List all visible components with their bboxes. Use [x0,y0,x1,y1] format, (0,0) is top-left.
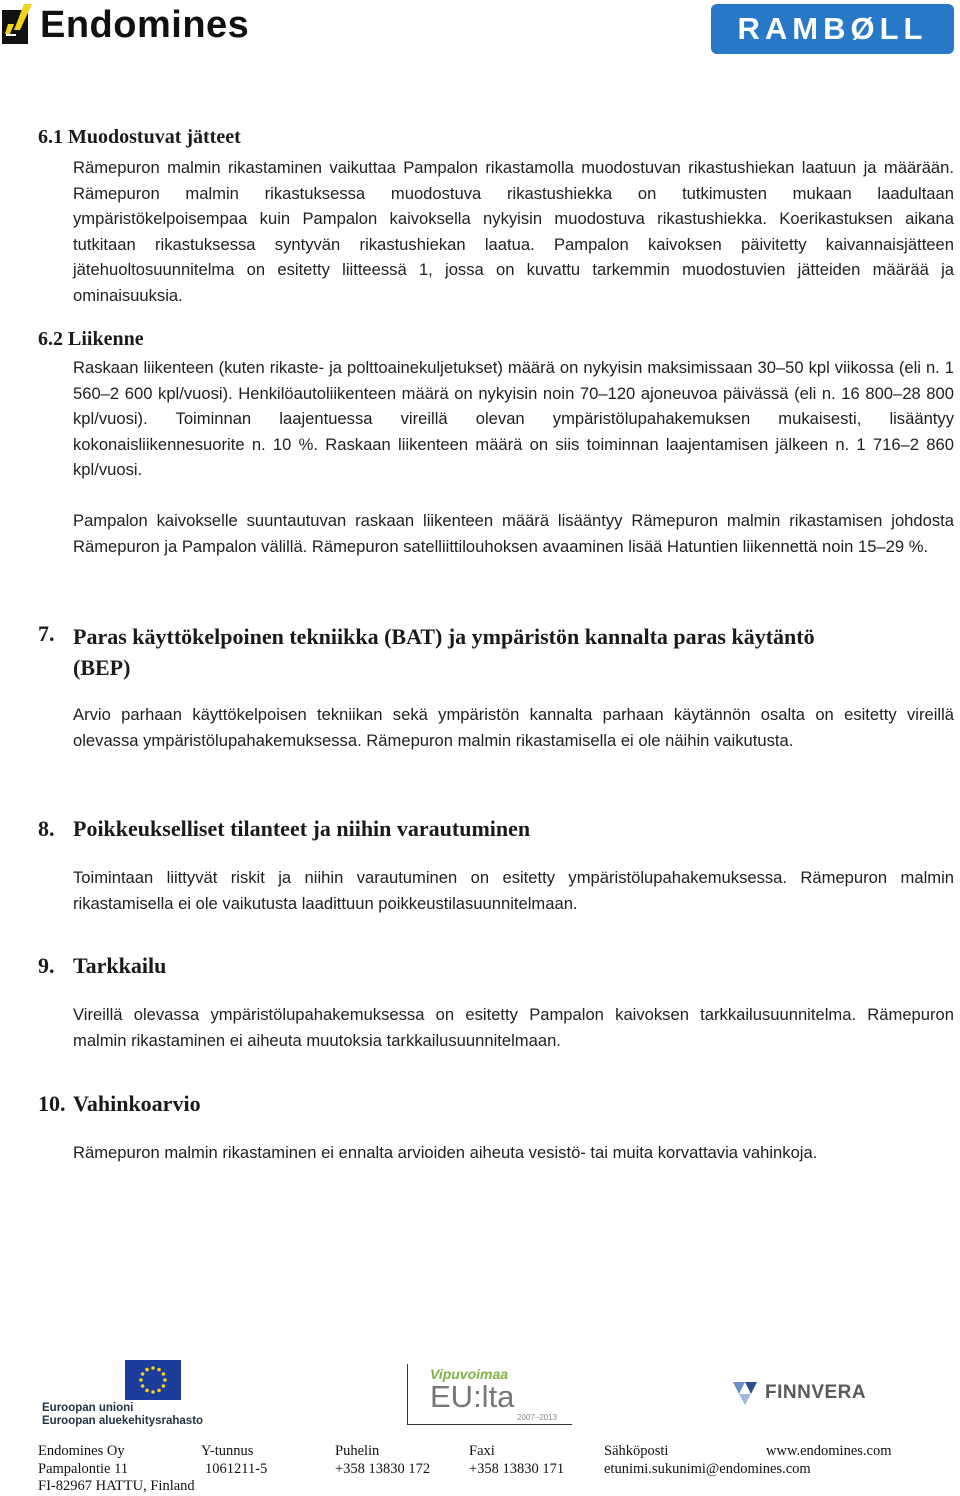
section-9-heading: Tarkkailu [73,953,167,978]
section-6-2-heading [38,328,144,351]
section-title: Liikenne [68,328,144,350]
section-6-1-heading [38,126,241,149]
footer-company-column [38,1443,195,1496]
section-10-number: 10. [38,1091,66,1116]
section-6-1-body: Rämepuron malmin rikastaminen vaikuttaa Pampalon rikastamolla muodostuvan rikastushiekan laatuun ja määrään. Rämepuron malmin rikastuksessa muodostuva rikastushiekka on tutkimusten mukaan laadultaan ympäristökelpoisempaa kuin Pampalon kaivoksella nykyisin muodostuva rikastushiekka. Koerikastuksen aikana tutkitaan rikastuksessa syntyvän rikastushiekan laatua. Pampalon kaivoksen päivitetty kaivannaisjätteen jätehuoltosuunnitelma on esitetty liitteessä 1, jossa on kuvattu tarkemmin muodostuvien jätteiden määrää ja ominaisuuksia. [73,158,954,305]
section-number: 6.1 [38,126,63,148]
footer-phone: +358 13830 172 [335,1460,431,1477]
section-10-body: Rämepuron malmin rikastaminen ei ennalta arvioiden aiheuta vesistö- tai muita korvattavia vahinkoja. [73,1143,818,1162]
eu-logo-line-1: Euroopan unioni [42,1402,134,1414]
footer-postal: FI-82967 HATTU, Finland [38,1478,195,1494]
section-7-body: Arvio parhaan käyttökelpoisen tekniikan sekä ympäristön kannalta parhaan käytännön osalta on esitetty vireillä olevassa ympäristölupahakemuksessa. Rämepuron malmin rikastamisella ei ole näihin vaikutusta. [73,705,954,750]
section-9-number: 9. [38,953,55,978]
vipuvoimaa-logo-line-1: Vipuvoimaa [430,1366,509,1382]
section-6-2-body-1: Raskaan liikenteen (kuten rikaste- ja polttoainekuljetukset) määrä on nykyisin maksimissaan 30–50 kpl viikossa (eli n. 1 560–2 600 kpl/vuosi). Henkilöautoliikenteen määrä on nykyisin noin 70–120 ajoneuvoa päivässä (eli n. 16 800–28 800 kpl/vuosi). Toiminnan laajentuessa vireillä olevan ympäristölupahakemuksen mukaisesti, lisääntyy kokonaisliikennesuorite n. 10 %. Raskaan liikenteen määrä on siis toiminnan laajentamisen jälkeen n. 1 716–2 860 kpl/vuosi. [73,358,954,480]
section-7-number: 7. [38,621,55,646]
endomines-logo-text: Endomines [40,4,250,46]
finnvera-mark-icon [731,1380,759,1406]
endomines-mark-icon [2,4,38,46]
footer-fax-column [469,1443,564,1478]
section-8-heading: Poikkeukselliset tilanteet ja niihin varautuminen [73,816,531,841]
footer-email-label: Sähköposti [604,1443,669,1459]
section-title-line-2: (BEP) [73,655,131,680]
section-6-2-body-2: Pampalon kaivokselle suuntautuvan raskaan liikenteen määrä lisääntyy Rämepuron malmin rikastamisen johdosta Rämepuron ja Pampalon välillä. Rämepuron satelliittilouhoksen avaaminen lisää Hatuntien liikennettä noin 15–29 %. [73,511,954,556]
finnvera-logo-text: FINNVERA [765,1382,867,1403]
footer-phone-column [335,1443,430,1478]
section-7-heading [73,621,957,683]
section-8-body: Toimintaan liittyvät riskit ja niihin varautuminen on esitetty ympäristölupahakemuksessa. Rämepuron malmin rikastamisella ei ole vaikutusta laadittuun poikkeustilasuunnitelmaan. [73,868,954,913]
section-8-number: 8. [38,816,55,841]
ramboll-logo: RAMBØLL [711,4,954,54]
footer-address: Pampalontie 11 [38,1460,129,1477]
footer-fax: +358 13830 171 [469,1460,565,1477]
vipuvoimaa-logo-years: 2007–2013 [517,1413,558,1422]
finnvera-logo [731,1378,891,1408]
footer-ytunnus-label: Y-tunnus [201,1443,254,1459]
vipuvoimaa-logo-line-2: EU:lta [430,1379,515,1414]
eu-flag-icon [125,1360,181,1400]
section-number: 6.2 [38,328,63,350]
footer-company: Endomines Oy [38,1443,125,1459]
eu-logo-line-2: Euroopan aluekehitysrahasto [42,1415,204,1427]
endomines-logo [2,2,332,48]
section-title: Muodostuvat jätteet [68,126,241,148]
footer-ytunnus-column [201,1443,267,1478]
footer-ytunnus: 1061211-5 [205,1460,268,1477]
section-10-heading: Vahinkoarvio [73,1091,201,1116]
footer-website[interactable]: www.endomines.com [766,1443,892,1459]
footer-fax-label: Faxi [469,1443,495,1459]
footer-phone-label: Puhelin [335,1443,380,1459]
section-9-body: Vireillä olevassa ympäristölupahakemuksessa on esitetty Pampalon kaivoksen tarkkailusuunnitelma. Rämepuron malmin rikastaminen ei aiheuta muutoksia tarkkailusuunnitelmaan. [73,1005,954,1050]
footer-email[interactable]: etunimi.sukunimi@endomines.com [604,1460,811,1477]
section-title-line-1: Paras käyttökelpoinen tekniikka (BAT) ja ympäristön kannalta paras käytäntö [73,624,815,649]
